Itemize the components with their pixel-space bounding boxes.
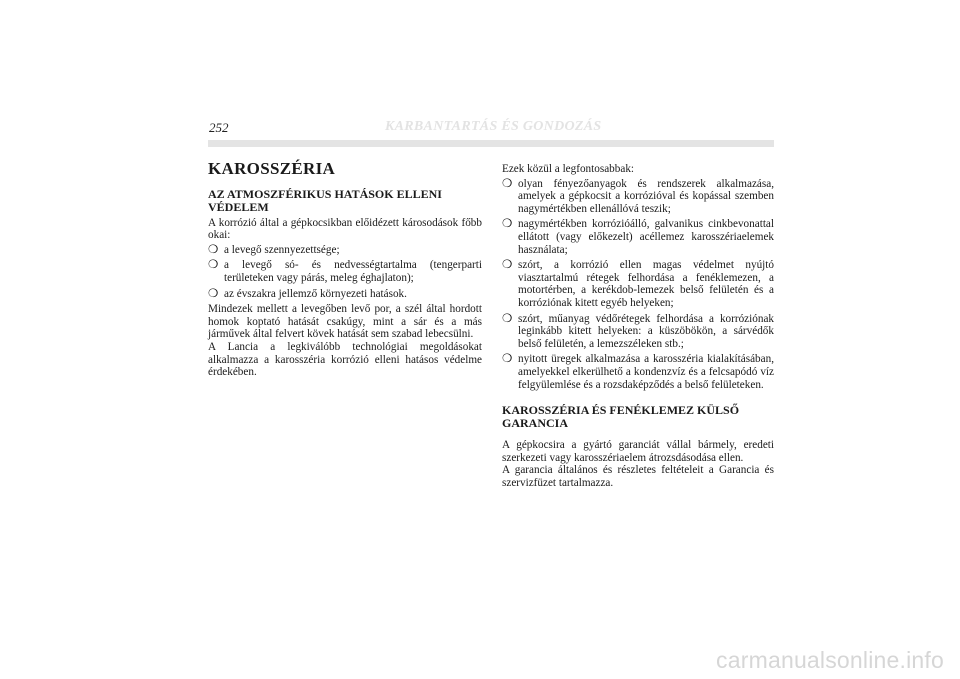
- page-number: 252: [209, 120, 229, 135]
- list-item: ❍ olyan fényezőanyagok és rendszerek alkalmazása, amelyek a gépkocsit a korrózióval és kopással szemben nagymértékben ellenállóvá teszik;: [502, 177, 774, 215]
- left-column: [208, 160, 482, 379]
- paragraph: A garancia általános és részletes feltételeit a Garancia és szervizfüzet tartalmazza.: [502, 464, 774, 489]
- list-item: ❍ a levegő szennyezettsége;: [208, 243, 340, 256]
- intro-paragraph: Ezek közül a legfontosabbak:: [502, 163, 635, 175]
- circle-bullet-icon: ❍: [502, 177, 513, 190]
- list-item: ❍ szórt, a korrózió ellen magas védelmet nyújtó viasztartalmú rétegek felhordása a fenéklemezen, a motortérben, a kerékdob-lemezek belső felületén és a korróziónak kitett egyéb helyeken;: [502, 259, 774, 309]
- paragraph: Mindezek mellett a levegőben levő por, a szél által hordott homok koptató hatását csakúgy, mint a sár és a más járművek által felvert kövek hatását sem szabad lebecsülni.: [208, 303, 482, 341]
- circle-bullet-icon: ❍: [502, 353, 513, 366]
- subheading-atmospheric-protection: AZ ATMOSZFÉRIKUS HATÁSOK ELLENI VÉDELEM: [208, 186, 442, 214]
- header-rule: [208, 140, 774, 147]
- paragraph: A gépkocsira a gyártó garanciát vállal bármely, eredeti szerkezeti vagy karosszériaelem átrozsdásodása ellen.: [502, 439, 774, 464]
- list-item: ❍ nagymértékben korrózióálló, galvanikus cinkbevonattal ellátott (vagy előkezelt) acéllemez karosszériaelemek használata;: [502, 218, 774, 256]
- circle-bullet-icon: ❍: [502, 218, 513, 231]
- list-item: ❍ szórt, műanyag védőrétegek felhordása a korróziónak leginkább kitett helyeken: a küszöbökön, a sárvédők belső felületén, a lemezszéleken stb.;: [502, 312, 774, 350]
- list-item: ❍ a levegő só- és nedvességtartalma (tengerparti területeken vagy párás, meleg éghajlaton);: [208, 259, 482, 284]
- circle-bullet-icon: ❍: [208, 243, 219, 256]
- subheading-warranty: KAROSSZÉRIA ÉS FENÉKLEMEZ KÜLSŐ GARANCIA: [502, 403, 740, 431]
- intro-paragraph: A korrózió által a gépkocsikban előidézett károsodások főbb okai:: [208, 216, 482, 242]
- paragraph: A Lancia a legkiválóbb technológiai megoldásokat alkalmazza a karosszéria korrózió elleni hatásos védelme érdekében.: [208, 340, 482, 379]
- circle-bullet-icon: ❍: [502, 312, 513, 325]
- measures-list: [502, 178, 774, 392]
- running-title: KARBANTARTÁS ÉS GONDOZÁS: [385, 119, 602, 134]
- list-item: ❍ nyitott üregek alkalmazása a karosszéria kialakításában, amelyekkel elkerülhető a kondenzvíz és a felcsapódó víz felgyülemlése és a rozsdaképződés a belső felületeken.: [502, 353, 774, 391]
- circle-bullet-icon: ❍: [208, 287, 219, 300]
- circle-bullet-icon: ❍: [208, 259, 219, 272]
- circle-bullet-icon: ❍: [502, 259, 513, 272]
- section-title: KAROSSZÉRIA: [208, 159, 336, 178]
- list-item: ❍ az évszakra jellemző környezeti hatások.: [208, 287, 407, 300]
- right-column: [502, 163, 774, 489]
- causes-list: [208, 244, 482, 300]
- watermark: carmanualsonline.info: [716, 647, 944, 673]
